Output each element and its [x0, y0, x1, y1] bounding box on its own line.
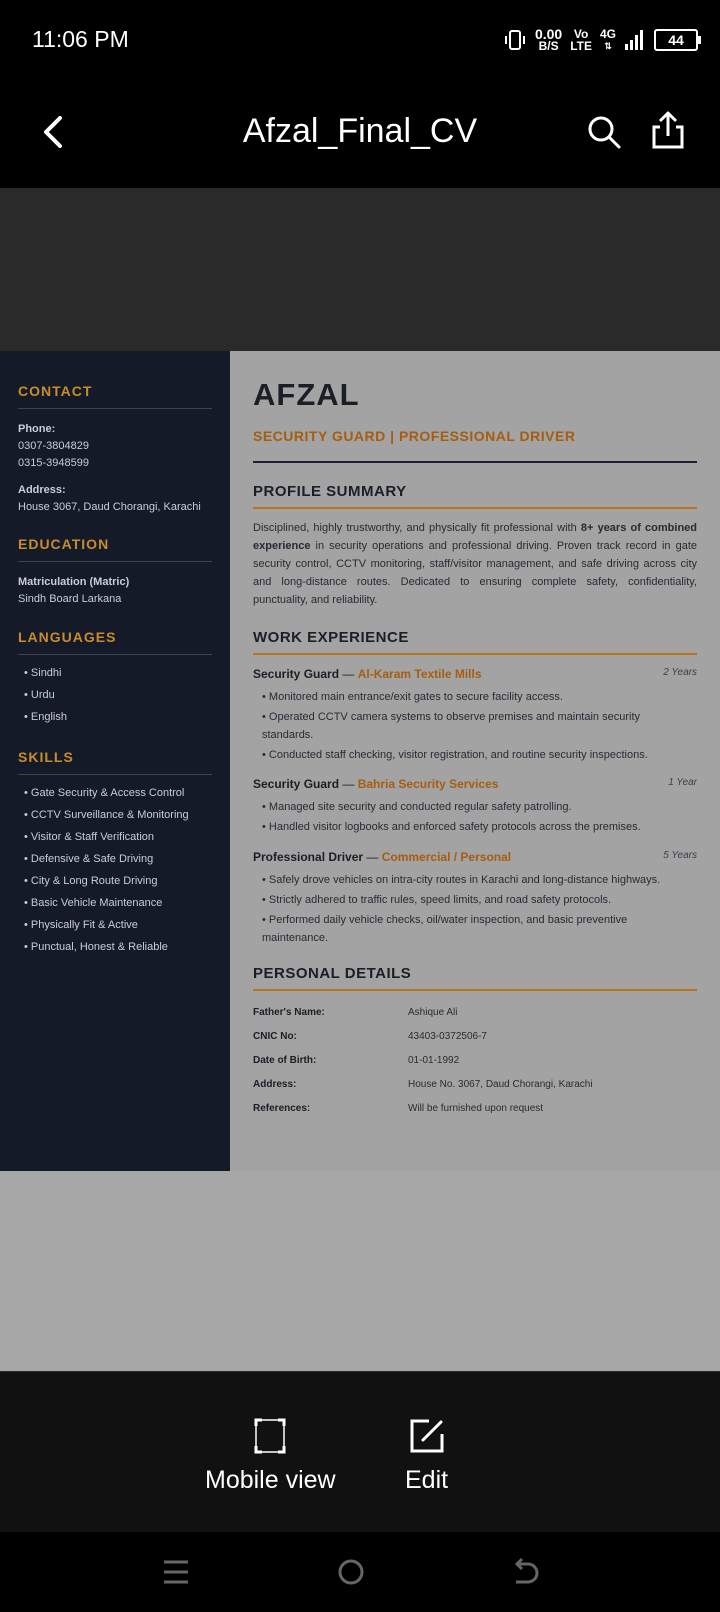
divider: [18, 654, 212, 655]
cv-main: [230, 351, 720, 1171]
status-bar: [0, 0, 720, 82]
mobile-view-label: Mobile view: [205, 1466, 336, 1494]
job-bullet: • Performed daily vehicle checks, oil/water inspection, and basic preventive maintenance.: [262, 914, 628, 944]
skill-item: • Visitor & Staff Verification: [24, 831, 155, 843]
job-bullet: • Safely drove vehicles on intra-city routes in Karachi and long-distance highways.: [262, 874, 661, 886]
menu-icon[interactable]: [162, 1554, 190, 1590]
home-icon[interactable]: [336, 1554, 366, 1590]
back-nav-icon[interactable]: [510, 1554, 540, 1590]
app-bar: [0, 82, 720, 188]
job-duration: 1 Year: [668, 777, 697, 788]
personal-value: 43403-0372506-7: [408, 1031, 487, 1042]
candidate-name: AFZAL: [253, 377, 360, 412]
divider: [18, 561, 212, 562]
phone-1: 0307-3804829: [18, 440, 89, 452]
status-time: 11:06 PM: [32, 26, 129, 52]
job-company: Al-Karam Textile Mills: [357, 667, 482, 681]
language-item: • Urdu: [24, 689, 55, 701]
candidate-role: SECURITY GUARD | PROFESSIONAL DRIVER: [253, 428, 576, 444]
edit-label: Edit: [405, 1466, 449, 1494]
skill-item: • Punctual, Honest & Reliable: [24, 941, 168, 953]
divider: [253, 507, 697, 509]
profile-summary: Disciplined, highly trustworthy, and physically fit professional with 8+ years of combined experience in security operations and professional driving. Proven track record in gate security control, CCTV monitoring, staff/visitor management, and safe driving across city and long-distance routes. Dedicated to ensuring complete safety, confidentiality, punctuality, and reliability.: [253, 522, 697, 606]
job-title: Professional Driver: [253, 850, 364, 864]
personal-key: Date of Birth:: [253, 1055, 317, 1066]
language-item: • Sindhi: [24, 667, 62, 679]
job-title: Security Guard: [253, 777, 340, 791]
search-icon[interactable]: [586, 114, 622, 150]
personal-value: Will be furnished upon request: [408, 1103, 544, 1114]
document-viewer[interactable]: [0, 188, 720, 1372]
skill-item: • Physically Fit & Active: [24, 919, 138, 931]
skill-item: • Gate Security & Access Control: [24, 787, 185, 799]
mobile-view-icon: [252, 1416, 288, 1456]
job-bullet: • Managed site security and conducted regular safety patrolling.: [262, 801, 572, 813]
status-icons: [503, 22, 698, 58]
skill-item: • Basic Vehicle Maintenance: [24, 897, 163, 909]
vibrate-icon: [503, 28, 527, 52]
job-bullet: • Conducted staff checking, visitor registration, and routine security inspections.: [262, 749, 648, 761]
address-value: House 3067, Daud Chorangi, Karachi: [18, 501, 201, 513]
edit-icon: [407, 1416, 447, 1456]
net-speed: 0.00 B/S: [534, 26, 563, 53]
divider: [18, 774, 212, 775]
battery-icon: 44: [654, 29, 698, 51]
skill-item: • CCTV Surveillance & Monitoring: [24, 809, 189, 821]
skill-item: • Defensive & Safe Driving: [24, 853, 154, 865]
job-entry: Security Guard — Bahria Security Services 1 Year: [253, 777, 697, 791]
bottom-action-bar: [0, 1372, 720, 1532]
phone-2: 0315-3948599: [18, 457, 89, 469]
divider: [253, 653, 697, 655]
network-type: 4G ⇅: [599, 27, 616, 51]
cv-sidebar: [0, 351, 230, 1171]
job-bullet: • Operated CCTV camera systems to observe premises and maintain security standards.: [262, 711, 640, 741]
divider: [18, 408, 212, 409]
job-company: Commercial / Personal: [381, 850, 512, 864]
address-block: Address: House 3067, Daud Chorangi, Karachi: [18, 484, 201, 513]
work-heading: WORK EXPERIENCE: [253, 629, 409, 646]
job-duration: 5 Years: [663, 850, 697, 861]
system-nav-bar: [0, 1532, 720, 1612]
education-degree: Matriculation (Matric): [18, 576, 130, 588]
personal-value: House No. 3067, Daud Chorangi, Karachi: [408, 1079, 593, 1090]
divider: [253, 461, 697, 463]
job-title: Security Guard: [253, 667, 340, 681]
personal-value: Ashique Ali: [408, 1007, 458, 1018]
cv-page: [0, 351, 720, 1371]
languages-heading: LANGUAGES: [18, 629, 117, 645]
job-bullet: • Monitored main entrance/exit gates to secure facility access.: [262, 691, 563, 703]
skill-item: • City & Long Route Driving: [24, 875, 158, 887]
summary-heading: PROFILE SUMMARY: [253, 483, 407, 500]
volte-indicator: Vo LTE: [570, 27, 592, 53]
document-title: Afzal_Final_CV: [242, 112, 478, 150]
phone-block: Phone: 0307-3804829 0315-3948599: [18, 423, 89, 469]
mobile-view-button[interactable]: [205, 1416, 336, 1495]
divider: [253, 989, 697, 991]
edit-button[interactable]: [405, 1416, 448, 1495]
personal-value: 01-01-1992: [408, 1055, 460, 1066]
education-heading: EDUCATION: [18, 536, 110, 552]
personal-heading: PERSONAL DETAILS: [253, 965, 412, 982]
language-item: • English: [24, 711, 67, 723]
education-board: Sindh Board Larkana: [18, 593, 122, 605]
job-entry: Security Guard — Al-Karam Textile Mills 2 Years: [253, 667, 697, 681]
job-duration: 2 Years: [663, 667, 697, 678]
personal-key: Address:: [253, 1079, 297, 1090]
personal-key: Father's Name:: [253, 1007, 325, 1018]
job-entry: Professional Driver — Commercial / Personal 5 Years: [253, 850, 697, 864]
skills-heading: SKILLS: [18, 749, 74, 765]
personal-key: CNIC No:: [253, 1031, 297, 1042]
share-icon[interactable]: [650, 110, 686, 150]
job-company: Bahria Security Services: [357, 777, 499, 791]
signal-icon: [624, 29, 646, 51]
education-block: [18, 574, 129, 608]
contact-heading: CONTACT: [18, 383, 93, 399]
job-bullet: • Strictly adhered to traffic rules, speed limits, and road safety protocols.: [262, 894, 612, 906]
job-bullet: • Handled visitor logbooks and enforced safety protocols across the premises.: [262, 821, 641, 833]
personal-key: References:: [253, 1103, 311, 1114]
